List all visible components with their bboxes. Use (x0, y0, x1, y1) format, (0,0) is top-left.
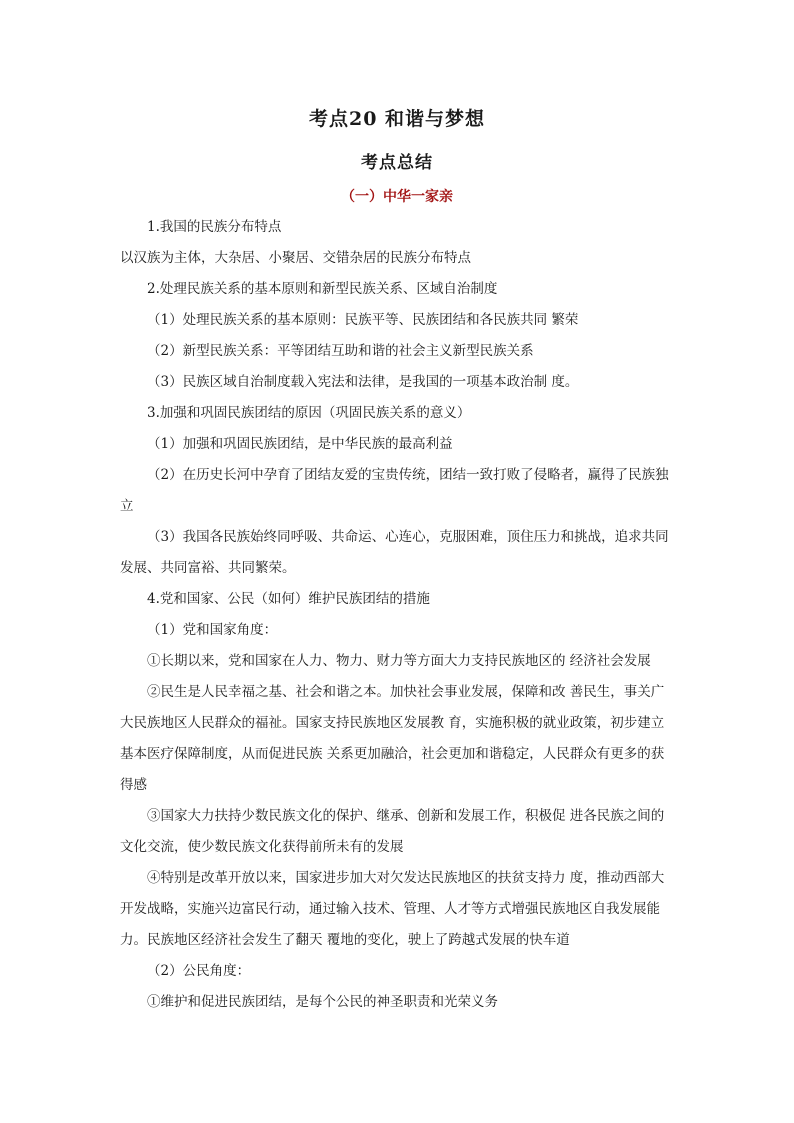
document-body (120, 212, 675, 1018)
paragraph: 以汉族为主体，大杂居、小聚居、交错杂居的民族分布特点 (120, 250, 471, 266)
paragraph: （1）党和国家角度： (147, 622, 278, 638)
paragraph: （1）加强和巩固民族团结，是中华民族的最高利益 (147, 436, 453, 452)
paragraph: （2）在历史长河中孕育了团结友爱的宝贵传统，团结一致打败了侵略者，赢得了民族独立 (120, 467, 669, 514)
heading-2: 2.处理民族关系的基本原则和新型民族关系、区域自治制度 (147, 281, 498, 297)
page-subtitle: 考点总结 (361, 153, 433, 173)
paragraph: （3）我国各民族始终同呼吸、共命运、心连心，克服困难，顶住压力和挑战，追求共同发展、共同富裕、共同繁荣。 (120, 529, 669, 576)
heading-1: 1.我国的民族分布特点 (147, 219, 282, 235)
paragraph: （3）民族区域自治制度载入宪法和法律，是我国的一项基本政治制 度。 (147, 374, 579, 390)
paragraph: ③国家大力扶持少数民族文化的保护、继承、创新和发展工作，积极促 进各民族之间的文化交流，使少数民族文化获得前所未有的发展 (120, 808, 665, 855)
paragraph: ②民生是人民幸福之基、社会和谐之本。加快社会事业发展，保障和改 善民生，事关广大民族地区人民群众的福祉。国家支持民族地区发展教 育，实施积极的就业政策，初步建立基本医疗保障制度，从而促进民族 关系更加融洽，社会更加和谐稳定，人民群众有更多的获得感 (120, 684, 665, 793)
paragraph: （2）公民角度： (147, 963, 251, 979)
page-title: 考点20 和谐与梦想 (308, 108, 486, 130)
paragraph: （1）处理民族关系的基本原则：民族平等、民族团结和各民族共同 繁荣 (147, 312, 579, 328)
heading-3: 3.加强和巩固民族团结的原因（巩固民族关系的意义） (147, 405, 471, 421)
paragraph: （2）新型民族关系：平等团结互助和谐的社会主义新型民族关系 (147, 343, 534, 359)
section-heading: （一）中华一家亲 (341, 189, 453, 205)
paragraph: ①长期以来，党和国家在人力、物力、财力等方面大力支持民族地区的 经济社会发展 (147, 653, 651, 669)
heading-4: 4.党和国家、公民（如何）维护民族团结的措施 (147, 591, 430, 607)
paragraph: ④特别是改革开放以来，国家进步加大对欠发达民族地区的扶贫支持力 度，推动西部大开发战略，实施兴边富民行动，通过输入技术、管理、人才等方式增强民族地区自我发展能力。民族地区经济社会发生了翻天 覆地的变化，驶上了跨越式发展的快车道 (120, 870, 665, 948)
paragraph: ①维护和促进民族团结，是每个公民的神圣职责和光荣义务 (147, 994, 498, 1010)
